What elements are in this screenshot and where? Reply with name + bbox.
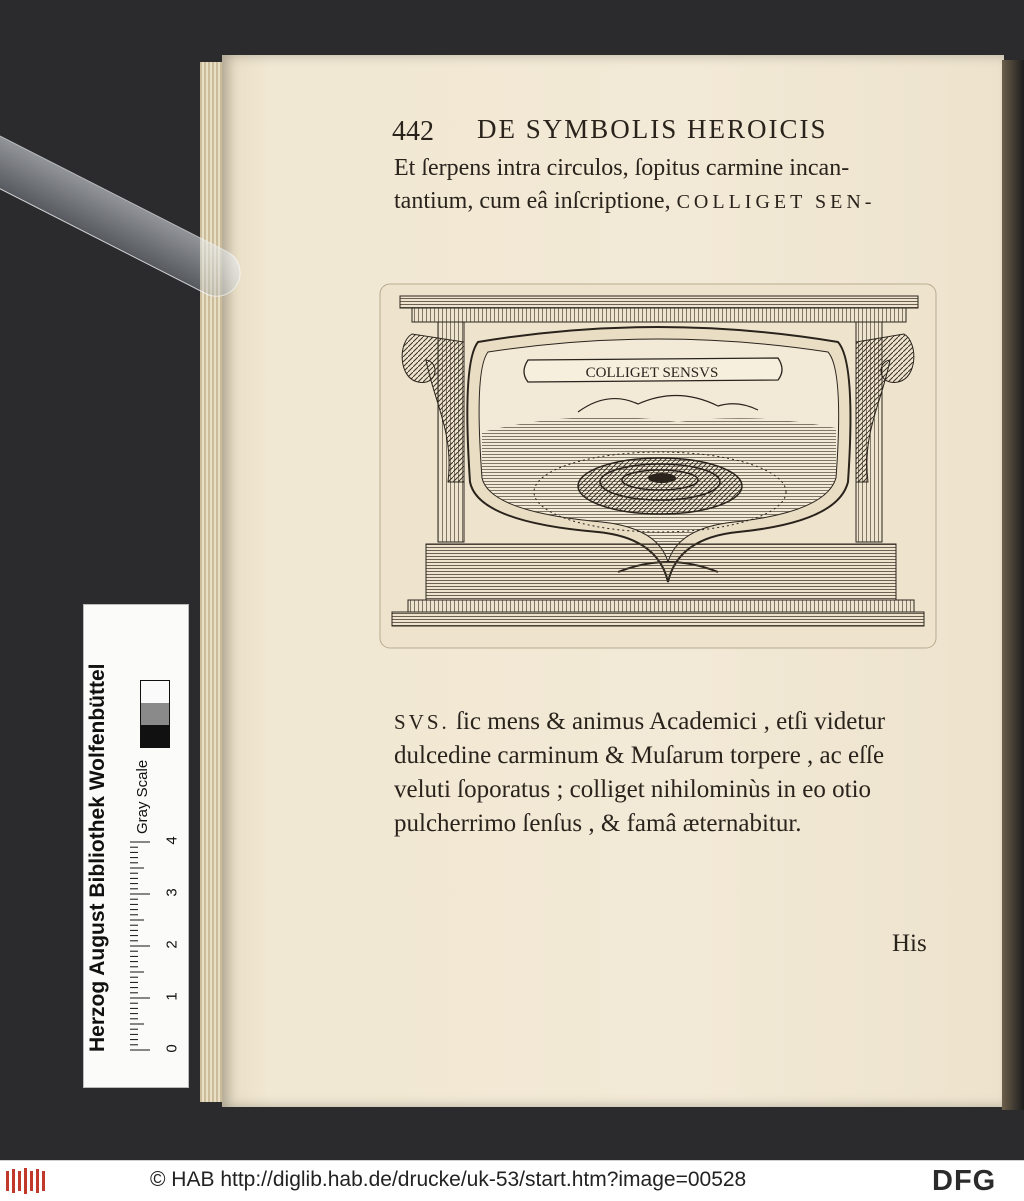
body-line-1	[394, 708, 885, 736]
intro-line-2-smallcaps: COLLIGET SEN-	[676, 191, 876, 213]
dfg-logo: DFG	[932, 1165, 997, 1197]
body-line-2: dulcedine carminum & Muſarum torpere , ac eſſe	[394, 742, 885, 769]
ruler-institution-label: Herzog August Bibliothek Wolfenbüttel	[86, 663, 109, 1052]
page-gutter-shadow	[1002, 60, 1024, 1110]
body-line-1-smallcaps: SVS.	[394, 710, 450, 734]
intro-line-2-text: tantium, cum eâ inſcriptione,	[394, 188, 671, 214]
ruler-number: 4	[163, 836, 181, 845]
footer-copyright-link[interactable]: © HAB http://diglib.hab.de/drucke/uk-53/start.htm?image=00528	[150, 1168, 747, 1191]
running-title: DE SYMBOLIS HEROICIS	[477, 114, 828, 144]
ruler-number: 2	[163, 940, 181, 949]
ruler-number: 0	[163, 1044, 181, 1053]
gray-scale-label: Gray Scale	[134, 759, 151, 834]
ruler-number: 3	[163, 888, 181, 897]
body-line-3: veluti ſoporatus ; colliget nihilominùs in eo otio	[394, 776, 872, 803]
library-logo-icon	[4, 1167, 48, 1195]
ruler-number: 1	[163, 992, 181, 1001]
catchword: His	[892, 930, 927, 957]
banner-text: COLLIGET SENSVS	[585, 365, 719, 381]
page-number: 442	[392, 116, 434, 147]
intro-line-2	[394, 188, 875, 215]
gray-scale-swatch	[140, 680, 170, 748]
footer-bar	[0, 1160, 1024, 1201]
emblem-engraving	[378, 282, 938, 650]
body-line-1-text: ſic mens & animus Academici , etſi videtur	[456, 708, 886, 735]
body-line-4: pulcherrimo ſenſus , & famâ æternabitur.	[394, 810, 802, 837]
intro-line-1: Et ſerpens intra circulos, ſopitus carmine incan-	[394, 155, 850, 181]
